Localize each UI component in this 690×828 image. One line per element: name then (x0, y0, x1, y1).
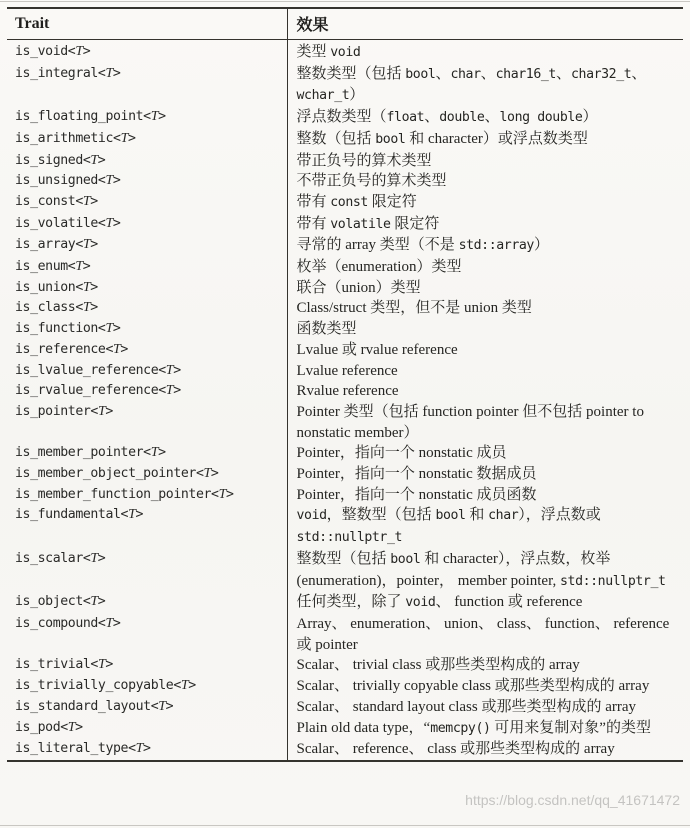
effect-text: Pointer，指向一个 nonstatic 成员函数 (296, 486, 537, 503)
template-parameter: T (105, 173, 113, 189)
table-row (7, 64, 683, 107)
trait-name-cell: is_void<T> (15, 44, 91, 59)
csdn-watermark: https://blog.csdn.net/qq_41671472 (465, 792, 680, 808)
effect-text: Rvalue reference (296, 383, 399, 400)
effect-text: Scalar、 trivially copyable class 或那些类型构成的 array (296, 678, 650, 695)
trait-name-cell: is_reference<T> (15, 341, 128, 357)
effect-text: 类型 (296, 44, 331, 60)
effect-text: 、 (424, 109, 440, 126)
effect-text: 和 character），浮点数，枚举 (enumeration)，pointer， member pointer, (296, 550, 611, 589)
effect-text: Scalar、 trivial class 或那些类型构成的 array (296, 657, 580, 674)
trait-name-cell: is_scalar<T> (15, 550, 106, 566)
table-row (7, 257, 683, 278)
effect-text: 联合（union）类型 (296, 279, 421, 296)
effect-text: 可用来复制对象”的类型 (490, 719, 651, 736)
scan-edge-bottom (0, 825, 690, 826)
table-header-row (7, 8, 683, 40)
table-row (7, 340, 683, 361)
effect-text: 整数型（包括 (296, 550, 391, 567)
effect-cell (287, 718, 683, 740)
effect-cell (287, 107, 683, 129)
template-parameter: T (203, 466, 211, 482)
effect-text: 整数（包括 (296, 130, 376, 147)
table-row (7, 381, 683, 402)
effect-cell (287, 592, 683, 614)
code-token: const (330, 194, 368, 210)
code-token: wchar_t (296, 88, 350, 104)
template-parameter: T (67, 719, 76, 735)
effect-text: Lvalue 或 rvalue reference (296, 341, 458, 358)
template-parameter: T (180, 678, 189, 694)
table-row (7, 655, 683, 676)
effect-text: Scalar、 reference、 class 或那些类型构成的 array (296, 741, 615, 758)
code-token: volatile (330, 216, 391, 232)
effect-text: 、 (480, 65, 496, 82)
table-row (7, 464, 683, 485)
table-row (7, 278, 683, 299)
table-row (7, 107, 683, 129)
effect-text: 整数类型（包括 (296, 65, 406, 82)
table-row (7, 676, 683, 697)
trait-name-cell: is_pointer<T> (15, 403, 113, 419)
code-token: void (405, 595, 436, 611)
template-parameter: T (165, 383, 174, 399)
trait-name-cell: is_rvalue_reference<T> (15, 383, 181, 399)
effect-text: 和 (465, 507, 489, 524)
effect-text: 不带正负号的算术类型 (296, 173, 447, 190)
table-row (7, 298, 683, 319)
type-traits-table (7, 7, 683, 762)
trait-name-cell: is_volatile<T> (15, 215, 121, 231)
effect-text: 枚举（enumeration）类型 (296, 259, 462, 276)
template-parameter: T (113, 341, 121, 357)
template-parameter: T (218, 486, 226, 502)
table-row (7, 214, 683, 236)
table-row (7, 235, 683, 257)
table-row (7, 319, 683, 340)
scan-edge-top (0, 1, 690, 2)
template-parameter: T (120, 130, 128, 146)
effect-text: Pointer，指向一个 nonstatic 数据成员 (296, 466, 537, 483)
effect-text: 、 (631, 65, 647, 82)
trait-name-cell: is_member_object_pointer<T> (15, 466, 219, 482)
table-row (7, 402, 683, 443)
effect-cell (287, 676, 683, 697)
template-parameter: T (97, 403, 106, 419)
template-parameter: T (128, 507, 136, 523)
template-parameter: T (105, 65, 113, 81)
trait-name-cell: is_compound<T> (15, 615, 121, 631)
template-parameter: T (90, 550, 98, 566)
effect-text: 、 (484, 109, 500, 126)
effect-cell (287, 505, 683, 548)
trait-name-cell: is_member_pointer<T> (15, 445, 166, 461)
effect-text: Pointer 类型（包括 function pointer 但不包括 pointer to nonstatic member） (296, 403, 644, 441)
trait-name-cell: is_class<T> (15, 300, 98, 316)
effect-text: Lvalue reference (296, 362, 398, 379)
trait-name-cell: is_union<T> (15, 279, 98, 295)
effect-cell (287, 549, 683, 592)
effect-text: Array、 enumeration、 union、 class、 function、 reference 或 pointer (296, 615, 670, 653)
table-row (7, 549, 683, 592)
effect-cell (287, 192, 683, 214)
effect-cell (287, 319, 683, 340)
table-row (7, 151, 683, 172)
effect-cell (287, 485, 683, 506)
effect-cell (287, 443, 683, 464)
template-parameter: T (150, 109, 159, 125)
code-token: void (330, 45, 361, 60)
effect-cell (287, 614, 683, 655)
effect-text: ，整数型（包括 (326, 507, 436, 524)
effect-text: 和 character）或浮点数类型 (405, 130, 588, 147)
trait-name-cell: is_integral<T> (15, 65, 121, 81)
table-row (7, 718, 683, 740)
trait-name-cell: is_signed<T> (15, 152, 106, 168)
code-token: double (439, 110, 485, 126)
code-token: bool (405, 66, 436, 82)
trait-name-cell: is_enum<T> (15, 259, 91, 275)
effect-cell (287, 214, 683, 236)
code-token: memcpy() (430, 720, 491, 736)
effect-text: 、 (555, 65, 571, 82)
template-parameter: T (82, 237, 91, 253)
effect-cell (287, 257, 683, 278)
code-token: char (488, 508, 519, 524)
template-parameter: T (75, 44, 83, 59)
code-token: std::nullptr_t (296, 530, 403, 546)
trait-name-cell: is_lvalue_reference<T> (15, 362, 181, 378)
trait-name-cell: is_function<T> (15, 321, 121, 337)
table-row (7, 614, 683, 655)
table-row (7, 505, 683, 548)
effect-cell (287, 655, 683, 676)
effect-cell (287, 171, 683, 192)
column-header-trait: Trait (7, 8, 287, 40)
column-header-effect: 效果 (287, 8, 683, 40)
effect-cell (287, 697, 683, 718)
effect-text: ），浮点数或 (518, 507, 601, 524)
effect-cell (287, 64, 683, 107)
effect-cell (287, 298, 683, 319)
effect-text: Scalar、 standard layout class 或那些类型构成的 array (296, 698, 637, 715)
trait-name-cell: is_fundamental<T> (15, 507, 144, 523)
effect-cell (287, 402, 683, 443)
trait-name-cell: is_trivial<T> (15, 657, 113, 673)
template-parameter: T (90, 152, 98, 168)
table-row (7, 443, 683, 464)
code-token: bool (390, 551, 421, 567)
effect-cell (287, 381, 683, 402)
template-parameter: T (105, 321, 113, 337)
effect-text: 函数类型 (296, 321, 357, 338)
template-parameter: T (165, 362, 174, 378)
table-row (7, 192, 683, 214)
table-row (7, 40, 683, 64)
effect-text: ） (349, 87, 365, 104)
effect-text: 寻常的 array 类型（不是 (296, 237, 459, 254)
trait-name-cell: is_floating_point<T> (15, 109, 166, 125)
effect-text: Pointer，指向一个 nonstatic 成员 (296, 445, 507, 462)
trait-name-cell: is_trivially_copyable<T> (15, 678, 196, 694)
trait-name-cell: is_literal_type<T> (15, 741, 151, 757)
effect-cell (287, 40, 683, 64)
table-row (7, 592, 683, 614)
effect-text: Plain old data type，“ (296, 719, 431, 736)
code-token: char (450, 66, 481, 82)
table-row (7, 171, 683, 192)
trait-table-body (7, 40, 683, 761)
code-token: float (386, 110, 425, 126)
effect-cell (287, 361, 683, 382)
effect-text: 、 function 或 reference (435, 594, 583, 611)
table-row (7, 129, 683, 151)
code-token: std::array (458, 238, 534, 254)
effect-cell (287, 340, 683, 361)
trait-name-cell: is_member_function_pointer<T> (15, 486, 234, 502)
effect-cell (287, 129, 683, 151)
template-parameter: T (75, 259, 83, 275)
effect-cell (287, 739, 683, 761)
template-parameter: T (82, 279, 91, 295)
code-token: long double (499, 110, 583, 126)
effect-text: 带正负号的算术类型 (296, 152, 432, 169)
effect-text: 限定符 (367, 193, 417, 210)
template-parameter: T (135, 741, 144, 757)
code-token: std::nullptr_t (559, 573, 666, 589)
effect-text: 任何类型，除了 (296, 594, 406, 611)
table-row (7, 739, 683, 761)
trait-name-cell: is_object<T> (15, 594, 106, 610)
template-parameter: T (82, 300, 91, 316)
trait-name-cell: is_arithmetic<T> (15, 130, 136, 146)
effect-cell (287, 151, 683, 172)
effect-cell (287, 464, 683, 485)
trait-name-cell: is_standard_layout<T> (15, 698, 174, 714)
effect-cell (287, 235, 683, 257)
effect-text: ） (582, 109, 598, 126)
trait-name-cell: is_unsigned<T> (15, 173, 121, 189)
effect-cell (287, 278, 683, 299)
effect-text: 、 (435, 65, 451, 82)
table-row (7, 697, 683, 718)
code-token: bool (375, 131, 406, 147)
code-token: bool (435, 508, 466, 524)
trait-name-cell: is_pod<T> (15, 719, 83, 735)
effect-text: Class/struct 类型，但不是 union 类型 (296, 300, 532, 317)
code-token: char16_t (495, 66, 556, 82)
effect-text: 带有 (296, 193, 331, 210)
effect-text: 浮点数类型（ (296, 109, 387, 126)
template-parameter: T (105, 215, 113, 231)
template-parameter: T (150, 445, 159, 461)
effect-text: ） (533, 237, 549, 254)
table-row (7, 485, 683, 506)
code-token: void (296, 508, 327, 524)
template-parameter: T (158, 698, 166, 714)
effect-text: 限定符 (390, 215, 440, 232)
template-parameter: T (105, 615, 113, 631)
template-parameter: T (97, 657, 106, 673)
template-parameter: T (82, 193, 91, 209)
table-row (7, 361, 683, 382)
template-parameter: T (90, 594, 98, 610)
trait-name-cell: is_array<T> (15, 237, 98, 253)
code-token: char32_t (570, 66, 632, 82)
effect-text: 带有 (296, 215, 331, 232)
trait-name-cell: is_const<T> (15, 193, 98, 209)
